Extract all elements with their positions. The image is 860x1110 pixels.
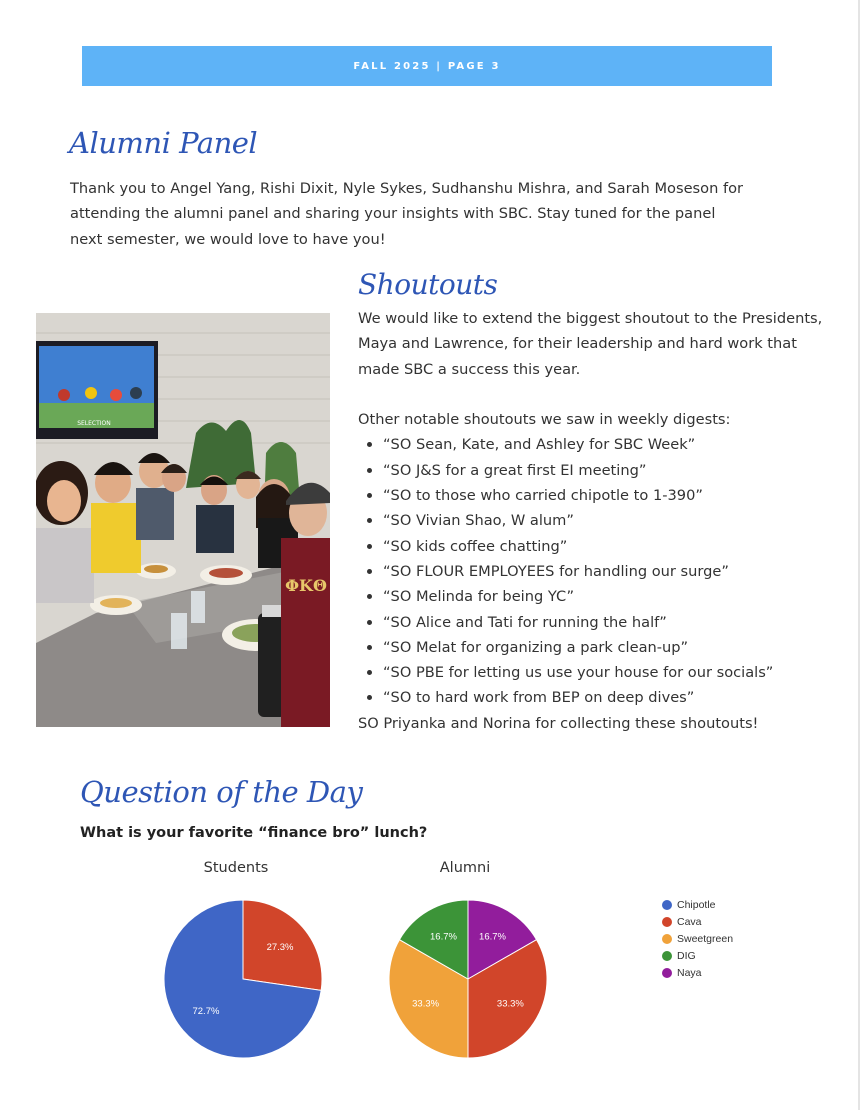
legend-label: DIG bbox=[677, 949, 696, 962]
bullet-icon bbox=[367, 695, 372, 700]
shoutouts-list bbox=[358, 432, 828, 710]
shoutout-item bbox=[358, 660, 828, 685]
shoutout-text: “SO J&S for a great first EI meeting” bbox=[383, 461, 647, 479]
shoutouts-heading: Shoutouts bbox=[358, 268, 498, 301]
sweatshirt-letters: ΦΚΘ bbox=[285, 576, 327, 595]
shoutouts-intro: We would like to extend the biggest shoutout to the Presidents, Maya and Lawrence, for their leadership and hard work that made SBC a success this year. bbox=[358, 310, 823, 378]
bullet-icon bbox=[367, 569, 372, 574]
students-pie-chart bbox=[163, 899, 323, 1059]
shoutout-text: “SO Melinda for being YC” bbox=[383, 588, 575, 606]
shoutout-text: “SO Vivian Shao, W alum” bbox=[383, 512, 574, 530]
shoutout-item bbox=[358, 432, 828, 457]
bullet-icon bbox=[367, 645, 372, 650]
tv-caption: SELECTION bbox=[77, 420, 111, 427]
shoutout-text: “SO PBE for letting us use your house for our socials” bbox=[383, 664, 774, 682]
chart-legend bbox=[662, 896, 733, 981]
pie-slice-label: 72.7% bbox=[192, 1006, 220, 1018]
alumni-panel-heading: Alumni Panel bbox=[69, 126, 258, 160]
bullet-icon bbox=[367, 670, 372, 675]
shoutout-item bbox=[358, 685, 828, 710]
page-banner: FALL 2025 | PAGE 3 bbox=[82, 46, 772, 86]
legend-label: Chipotle bbox=[677, 898, 716, 911]
bullet-icon bbox=[367, 544, 372, 549]
shoutout-text: “SO Melat for organizing a park clean-up” bbox=[383, 638, 689, 656]
bullet-icon bbox=[367, 620, 372, 625]
legend-swatch bbox=[662, 900, 672, 910]
question-of-the-day-heading: Question of the Day bbox=[80, 775, 363, 809]
alumni-pie-chart bbox=[388, 899, 548, 1059]
legend-label: Sweetgreen bbox=[677, 932, 734, 945]
legend-item-naya bbox=[662, 964, 733, 981]
shoutout-item bbox=[358, 559, 828, 584]
legend-swatch bbox=[662, 951, 672, 961]
bullet-icon bbox=[367, 518, 372, 523]
shoutout-item bbox=[358, 483, 828, 508]
alumni-chart-title: Alumni bbox=[439, 860, 491, 876]
question-text: What is your favorite “finance bro” lunch? bbox=[80, 825, 428, 841]
pie-slice-label: 33.3% bbox=[496, 998, 524, 1010]
shoutout-item bbox=[358, 584, 828, 609]
shoutout-text: “SO to hard work from BEP on deep dives” bbox=[383, 689, 695, 707]
shoutouts-closing: SO Priyanka and Norina for collecting these shoutouts! bbox=[358, 714, 759, 732]
shoutout-item bbox=[358, 458, 828, 483]
legend-item-dig bbox=[662, 947, 733, 964]
pie-slice-label: 16.7% bbox=[430, 931, 457, 943]
bullet-icon bbox=[367, 442, 372, 447]
bullet-icon bbox=[367, 493, 372, 498]
shoutout-item bbox=[358, 534, 828, 559]
shoutout-text: “SO FLOUR EMPLOYEES for handling our surge” bbox=[383, 562, 729, 580]
group-photo-illustration bbox=[36, 313, 330, 727]
legend-swatch bbox=[662, 917, 672, 927]
bullet-icon bbox=[367, 468, 372, 473]
legend-swatch bbox=[662, 968, 672, 978]
legend-item-cava bbox=[662, 913, 733, 930]
shoutout-text: “SO to those who carried chipotle to 1-390” bbox=[383, 487, 703, 505]
pie-slice-label: 27.3% bbox=[266, 941, 294, 953]
pie-slice-label: 33.3% bbox=[412, 998, 440, 1010]
shoutouts-list-intro: Other notable shoutouts we saw in weekly digests: bbox=[358, 411, 731, 429]
legend-label: Cava bbox=[677, 915, 702, 928]
legend-item-chipotle bbox=[662, 896, 733, 913]
legend-swatch bbox=[662, 934, 672, 944]
shoutouts-section bbox=[358, 306, 828, 736]
alumni-panel-text: Thank you to Angel Yang, Rishi Dixit, Nyle Sykes, Sudhanshu Mishra, and Sarah Moseson for attending the alumni panel and sharing your insights with SBC. Stay tuned for the panel next semester, we would love to have you! bbox=[70, 180, 744, 248]
shoutout-text: “SO kids coffee chatting” bbox=[383, 537, 568, 555]
shoutout-item bbox=[358, 508, 828, 533]
shoutout-item bbox=[358, 635, 828, 660]
legend-label: Naya bbox=[677, 966, 702, 979]
shoutout-text: “SO Sean, Kate, and Ashley for SBC Week” bbox=[383, 436, 696, 454]
group-photo bbox=[36, 313, 330, 727]
bullet-icon bbox=[367, 594, 372, 599]
pie-slice-label: 16.7% bbox=[479, 931, 506, 943]
shoutout-item bbox=[358, 610, 828, 635]
shoutout-text: “SO Alice and Tati for running the half” bbox=[383, 613, 667, 631]
students-chart-title: Students bbox=[203, 860, 269, 876]
legend-item-sweetgreen bbox=[662, 930, 733, 947]
